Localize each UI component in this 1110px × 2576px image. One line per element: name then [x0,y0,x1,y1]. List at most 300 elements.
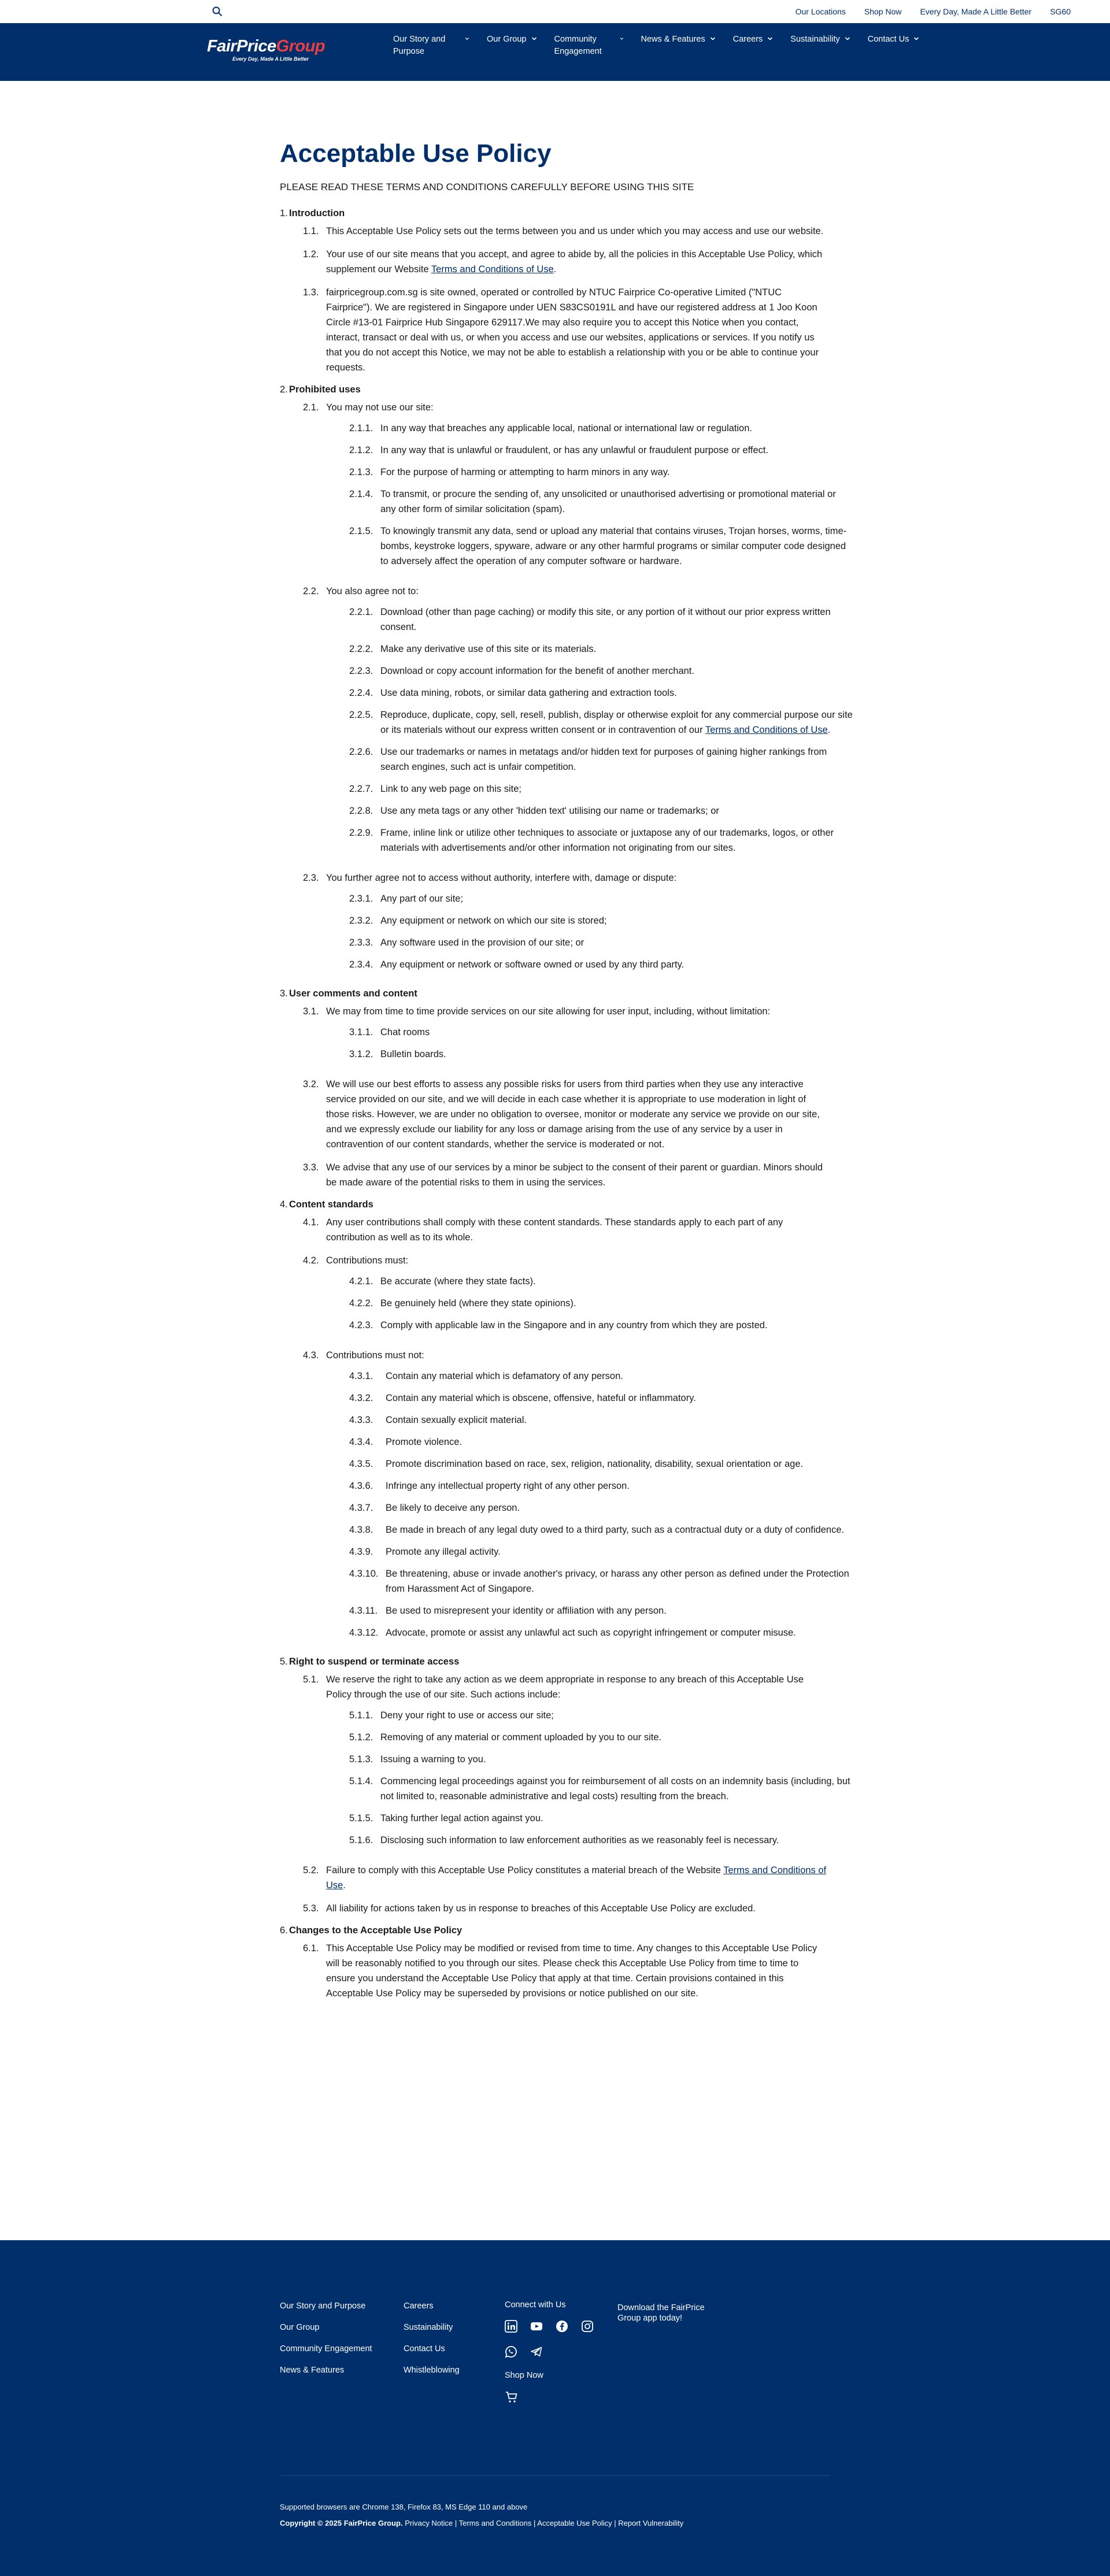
youtube-icon[interactable] [530,2320,543,2333]
nav-label: Contact Us [867,35,909,44]
clause-text-after: . [343,1880,346,1891]
clause-text-span: This Acceptable Use Policy sets out the terms between you and us under which you may access and use our website. [326,226,824,236]
subclause-text-span: Bulletin boards. [380,1049,446,1059]
nav-label: Our Group [487,35,527,44]
subclause-number: 2.2.6. [349,747,373,757]
subclause-text-span: Any equipment or network or software owned or used by any third party. [380,959,684,970]
clause-number: 3.3. [303,1162,319,1173]
subclause-text [386,1522,853,1537]
subclause-number: 2.3.2. [349,916,373,926]
subclause-text-span: Use any meta tags or any other 'hidden text' utilising our name or trademarks; or [380,806,719,816]
subclause-number: 2.1.2. [349,445,373,455]
section-title [280,988,830,999]
utility-link-shop-now[interactable]: Shop Now [864,7,902,16]
clause-text [326,1160,830,1190]
subclause-text-span: Issuing a warning to you. [380,1754,486,1765]
clause-text [326,1901,830,1916]
subclause-text [386,1544,853,1559]
subclause-text-span: Taking further legal action against you. [380,1813,543,1823]
utility-link-sg60[interactable]: SG60 [1050,7,1071,16]
subclause-number: 5.1.1. [349,1710,373,1721]
footer-link[interactable]: Community Engagement [280,2344,372,2353]
section-title-text: Introduction [289,208,345,218]
nav-item-careers[interactable] [733,34,774,58]
clause-number: 1.2. [303,249,319,260]
clause-text [326,1077,830,1152]
utility-link-locations[interactable]: Our Locations [795,7,846,16]
subclause-text-span: Contain any material which is defamatory of any person. [386,1371,623,1381]
clause-text-span: We advise that any use of our services by a minor be subject to the consent of their parent or guardian. Minors should be made aware of the potential risks to them in using the services. [326,1162,823,1188]
section-title-text: Right to suspend or terminate access [289,1656,460,1667]
subclause-text-span: Be threatening, abuse or invade another's privacy, or harass any other person as defined under the Protection from Harassment Act of Singapore. [386,1569,849,1594]
subclause-number: 4.3.9. [349,1547,373,1557]
subclause-number: 3.1.1. [349,1027,373,1037]
clause-text-span: You may not use our site: [326,402,434,413]
subclause-number: 4.3.12. [349,1628,379,1638]
clause-text-after: . [553,264,557,275]
clause-text-span: We will use our best efforts to assess any possible risks for users from third parties when they use any interactive service provided on our site, and we will decide in each case whether it is appropriate to use moderation in light of those risks. However, we are under no obligation to oversee, monitor or moderate any service we provide on our site, and we expressly exclude our liability for any loss or damage arising from the use of any service by a user in contravention of our content standards, whether the service is moderated or not. [326,1079,820,1150]
policy-section [280,1925,830,2001]
page-subtitle: PLEASE READ THESE TERMS AND CONDITIONS CAREFULLY BEFORE USING THIS SITE [280,181,694,192]
subclause [349,642,853,657]
subclause-text [380,1774,853,1804]
subclause [349,1391,853,1406]
subclause-text-span: Commencing legal proceedings against you for reimbursement of all costs on an indemnity basis (including, but not limited to, reasonable administrative and legal costs) resulting from the breach. [380,1776,850,1802]
clause-text [326,1941,830,2001]
acceptable-use-link[interactable]: Acceptable Use Policy [537,2519,612,2527]
section-title [280,384,830,395]
footer-link[interactable]: Our Group [280,2323,320,2332]
subclause-text-span: Frame, inline link or utilize other techniques to associate or juxtapose any of our trademarks, logos, or other materials with advertisements and/or other information not originating from our sites. [380,828,834,853]
privacy-notice-link[interactable]: Privacy Notice [405,2519,453,2527]
subclause-text [380,1752,853,1767]
clause [303,584,853,862]
subclause-text [380,913,853,928]
subclause [349,1566,853,1596]
clause-number: 2.1. [303,402,319,413]
subclause-text [380,642,853,657]
clause-text [326,1004,830,1019]
policy-section [280,1656,850,1916]
subclause-text [386,1500,853,1515]
clause-text-span: Your use of our site means that you accept, and agree to abide by, all the policies in this Acceptable Use Policy, which supplement our Website [326,249,823,275]
subclause [349,1318,853,1333]
shopping-cart-icon[interactable] [505,2390,519,2404]
clause-text [326,285,830,375]
nav-label: News & Features [641,35,705,44]
subclause-text [380,443,853,458]
subclause [349,1708,853,1723]
clause-body [326,1004,830,1069]
footer-divider [280,2475,830,2476]
clause-body [326,870,830,979]
subclause [349,935,853,950]
subclause-text [380,707,853,737]
subclause-text-span: Advocate, promote or assist any unlawful act such as copyright infringement or computer misuse. [386,1628,796,1638]
report-vulnerability-link[interactable]: Report Vulnerability [618,2519,684,2527]
clause [303,870,830,979]
subclause-text [380,781,853,796]
subclause-text-span: Comply with applicable law in the Singapore and in any country from which they are posted. [380,1320,768,1330]
subclause-number: 2.1.1. [349,423,373,433]
nav-label: Careers [732,35,763,44]
subclause [349,1435,853,1450]
clause [303,1215,830,1245]
chevron-down-icon [620,36,624,42]
subclause-text-span: Use data mining, robots, or similar data gathering and extraction tools. [380,688,677,698]
terms-conditions-link[interactable]: Terms and Conditions of Use [326,1865,827,1891]
subclause-text-after: . [827,725,831,735]
subclause-text [386,1435,853,1450]
section-number: 3. [280,988,288,999]
clause-number: 2.3. [303,873,319,883]
clause [303,1253,830,1340]
section-number: 4. [280,1199,288,1210]
policy-sections [280,208,853,2001]
subclause-text-span: Be likely to deceive any person. [386,1503,520,1513]
footer-shop-now[interactable]: Shop Now [505,2371,543,2380]
clause-number: 5.3. [303,1903,319,1914]
clause-text-span: All liability for actions taken by us in response to breaches of this Acceptable Use Policy are excluded. [326,1903,756,1914]
chevron-down-icon [710,36,716,42]
nav-item-our-story[interactable] [393,34,469,58]
subclause-text [380,1296,853,1311]
nav-label: Community Engagement [554,35,602,56]
fairprice-group-logo[interactable] [207,37,325,62]
subclause-text-span: Promote any illegal activity. [386,1547,501,1557]
clause-text-span: fairpricegroup.com.sg is site owned, operated or controlled by NTUC Fairprice Co-operative Limited ("NTUC Fairprice"). We are registered in Singapore under UEN S83CS0191L and have our registered address at 1 Joo Koon Circle #13-01 Fairprice Hub Singapore 629117.We may also require you to accept this Notice when you contact, interact, transact or deal with us, or when you access and use our websites, applications or services. If you notify us that you do not accept this Notice, we may not be able to establish a relationship with you or be able to continue your requests. [326,287,819,373]
footer-connect [505,2300,594,2407]
subclause [349,1500,853,1515]
subclause [349,1603,853,1618]
nav-item-news[interactable] [641,34,716,58]
subclause-text-span: Download (other than page caching) or modify this site, or any portion of it without our prior express written consent. [380,607,831,632]
subclause-text-span: Any part of our site; [380,894,464,904]
subclause-number: 4.3.7. [349,1503,373,1513]
site-footer [0,2240,1110,2576]
clause [303,1863,830,1893]
clause-number: 4.2. [303,1255,319,1266]
section-number: 1. [280,208,288,218]
policy-section [280,208,830,375]
subclause-number: 4.3.10. [349,1569,379,1579]
subclause-number: 4.3.5. [349,1459,373,1469]
clause-body [326,1253,830,1340]
subclause-number: 4.2.1. [349,1276,373,1287]
clause-text [326,1253,830,1268]
instagram-icon[interactable] [581,2320,594,2333]
clause-body [326,1672,850,1855]
subclause-number: 3.1.2. [349,1049,373,1059]
clause-number: 1.3. [303,287,319,298]
clause-text [326,870,830,885]
clause-number: 6.1. [303,1943,319,1954]
section-title [280,1925,830,1936]
clause-number: 2.2. [303,586,319,596]
chevron-down-icon [465,36,469,42]
clause-body [326,1863,830,1893]
subclause-number: 5.1.2. [349,1732,373,1743]
subclause-text-span: Any software used in the provision of our site; or [380,937,584,948]
nav-item-sustainability[interactable] [790,34,850,58]
subclause-text-span: Use our trademarks or names in metatags and/or hidden text for purposes of gaining higher rankings from search engines, such act is unfair competition. [380,747,827,772]
subclause-number: 2.2.2. [349,644,373,654]
subclause [349,1730,853,1745]
subclause [349,957,853,972]
clause [303,285,830,375]
clause [303,1901,830,1916]
subclause-number: 2.2.4. [349,688,373,698]
subclause-text-span: Chat rooms [380,1027,430,1037]
subclause-text [380,1274,853,1289]
clause-text-span: Contributions must not: [326,1350,424,1361]
subclause-text-span: Promote violence. [386,1437,462,1447]
subclause-text-span: Removing of any material or comment uploaded by you to our site. [380,1732,662,1743]
subclause-text [380,891,853,906]
section-number: 5. [280,1656,288,1667]
clause-text [326,1348,830,1363]
clause-number: 4.1. [303,1217,319,1228]
subclause-number: 2.2.9. [349,828,373,838]
subclause [349,605,853,635]
clause-body [326,400,847,576]
utility-bar [0,0,1110,23]
section-title-text: Content standards [289,1199,373,1210]
subclause [349,1774,853,1804]
subclause-list [349,891,853,972]
subclause-number: 2.2.3. [349,666,373,676]
subclause-text-span: Be accurate (where they state facts). [380,1276,536,1287]
subclause-text [386,1391,853,1406]
clause-text-span: Contributions must: [326,1255,409,1266]
subclause-number: 5.1.4. [349,1776,373,1786]
clause [303,224,830,239]
subclause-list [349,421,853,569]
subclause-text [386,1369,853,1384]
terms-conditions-link[interactable]: Terms and Conditions of Use [431,264,554,275]
clause-text-span: This Acceptable Use Policy may be modified or revised from time to time. Any changes to this Acceptable Use Policy will be reasonably notified to you through our sites. Please check this Acceptable Use Policy from time to time to ensure you understand the Acceptable Use Policy that apply at that time. Certain provisions contained in this Acceptable Use Policy may be superseded by provisions or notice published on our site. [326,1943,817,1999]
clause-text [326,584,830,599]
subclause-text-span: Disclosing such information to law enforcement authorities as we reasonably feel is necessary. [380,1835,779,1845]
subclause [349,421,853,436]
subclause-number: 2.3.3. [349,937,373,948]
subclause-list [349,1274,853,1333]
telegram-icon[interactable] [530,2345,543,2358]
subclause-text [380,421,853,436]
clause-body [326,1901,830,1916]
clause [303,1348,849,1647]
subclause-number: 2.1.3. [349,467,373,477]
subclause [349,913,853,928]
subclause-number: 2.3.1. [349,894,373,904]
clause-body [326,1160,830,1190]
nav-item-our-group[interactable] [487,34,537,58]
subclause-number: 4.3.3. [349,1415,373,1425]
footer-link[interactable]: News & Features [280,2366,345,2375]
subclause-text-span: Deny your right to use or access our site; [380,1710,554,1721]
subclause [349,781,853,796]
clause [303,1077,830,1152]
terms-link[interactable]: Terms and Conditions [458,2519,532,2527]
subclause-text-span: Download or copy account information for the benefit of another merchant. [380,666,694,676]
subclause [349,685,853,700]
clause-text-span: Failure to comply with this Acceptable Use Policy constitutes a material breach of the Website [326,1865,724,1876]
subclause [349,707,853,737]
subclause-number: 5.1.3. [349,1754,373,1765]
subclause [349,1752,853,1767]
clause [303,1004,830,1069]
clause [303,1672,850,1855]
subclause-text [386,1566,853,1596]
connect-heading: Connect with Us [505,2300,566,2310]
subclause [349,1625,853,1640]
policy-section [280,988,830,1190]
logo-tagline: Every Day, Made A Little Better [232,56,309,62]
footer-link[interactable]: Sustainability [404,2323,453,2332]
clause-body [326,285,830,375]
subclause-text [386,1413,853,1428]
subclause-text [386,1603,853,1618]
subclause-text-span: Infringe any intellectual property right of any other person. [386,1481,630,1491]
section-title-text: User comments and content [289,988,417,999]
clause-text [326,1215,830,1245]
subclause-text [380,1811,853,1826]
clause [303,1941,830,2001]
subclause-number: 4.3.1. [349,1371,373,1381]
subclause-text [380,605,853,635]
clause-number: 5.2. [303,1865,319,1876]
supported-browsers: Supported browsers are Chrome 138, Firefox 83, MS Edge 110 and above [280,2503,528,2511]
linkedin-icon[interactable] [505,2320,517,2333]
subclause-text-span: To transmit, or procure the sending of, any unsolicited or unauthorised advertising or promotional material or any other form of similar solicitation (spam). [380,489,836,514]
subclause-text-span: For the purpose of harming or attempting to harm minors in any way. [380,467,670,477]
subclause [349,443,853,458]
subclause [349,1047,853,1062]
subclause-text [380,1318,853,1333]
subclause [349,825,853,855]
subclause [349,1544,853,1559]
subclause-number: 2.2.1. [349,607,373,617]
subclause-number: 2.2.8. [349,806,373,816]
subclause [349,1456,853,1472]
subclause-list [349,1369,853,1640]
subclause-text-span: Any equipment or network on which our site is stored; [380,916,607,926]
subclause-text-span: Be used to misrepresent your identity or affiliation with any person. [386,1606,667,1616]
subclause-number: 2.2.5. [349,710,373,720]
subclause-text [380,1730,853,1745]
footer-link[interactable]: Careers [404,2301,434,2311]
subclause-number: 4.2.2. [349,1298,373,1309]
clause-text-span: Any user contributions shall comply with these content standards. These standards apply to each part of any contribution as well as to its whole. [326,1217,783,1243]
section-title-text: Prohibited uses [289,384,361,395]
subclause-text-span: Reproduce, duplicate, copy, sell, resell, publish, display or otherwise exploit for any commercial purpose our site or its materials without our express written consent or in contravention of our [380,710,853,735]
clause-body [326,584,853,862]
subclause [349,465,853,480]
footer-link[interactable]: Contact Us [404,2344,445,2353]
subclause-text-span: Be made in breach of any legal duty owed to a third party, such as a contractual duty or a duty of confidence. [386,1525,845,1535]
footer-col-1 [280,2301,372,2387]
subclause-text-span: In any way that is unlawful or fraudulent, or has any unlawful or fraudulent purpose or effect. [380,445,769,455]
page-title: Acceptable Use Policy [280,139,552,168]
subclause-text [380,1025,853,1040]
subclause-text [380,825,853,855]
terms-conditions-link[interactable]: Terms and Conditions of Use [705,725,828,735]
section-title [280,208,830,219]
subclause [349,1369,853,1384]
footer-link[interactable]: Whistleblowing [404,2366,460,2375]
download-app-text: Download the FairPrice Group app today! [617,2303,705,2323]
subclause-text-span: Contain any material which is obscene, offensive, hateful or inflammatory. [386,1393,696,1403]
clause-number: 4.3. [303,1350,319,1361]
clause-text [326,1672,830,1702]
subclause [349,744,853,774]
chevron-down-icon [531,36,537,42]
utility-link-every-day[interactable]: Every Day, Made A Little Better [920,7,1032,16]
search-icon[interactable] [212,6,223,17]
clause-number: 3.2. [303,1079,319,1089]
subclause [349,1811,853,1826]
clause-body [326,224,830,239]
clause-text-span: You also agree not to: [326,586,419,596]
subclause-number: 4.3.6. [349,1481,373,1491]
utility-links [796,0,1071,23]
clause-number: 5.1. [303,1674,319,1685]
clause-text [326,247,830,277]
chevron-down-icon [913,36,919,42]
whatsapp-icon[interactable] [505,2345,517,2358]
footer-link[interactable]: Our Story and Purpose [280,2301,366,2311]
subclause-text [380,957,853,972]
subclause-number: 4.3.2. [349,1393,373,1403]
subclause-text [380,465,853,480]
facebook-icon[interactable] [556,2320,568,2333]
subclause [349,664,853,679]
subclause-text-span: Make any derivative use of this site or its materials. [380,644,597,654]
subclause-text [380,487,853,517]
policy-section [280,384,853,979]
clause-body [326,247,830,277]
section-title [280,1199,830,1210]
subclause-text [380,935,853,950]
subclause-text [386,1456,853,1472]
footer-col-2 [404,2301,460,2387]
logo-group: Group [276,37,325,55]
subclause [349,524,853,569]
subclause [349,1478,853,1493]
subclause [349,1413,853,1428]
copyright-text: Copyright © 2025 FairPrice Group. [280,2519,403,2527]
subclause-text [380,1708,853,1723]
subclause [349,1274,853,1289]
subclause-number: 2.2.7. [349,784,373,794]
subclause-text [380,1833,853,1848]
nav-item-community[interactable] [554,34,624,58]
subclause [349,891,853,906]
subclause-text [386,1625,853,1640]
subclause-text-span: Promote discrimination based on race, sex, religion, nationality, disability, sexual orientation or age. [386,1459,804,1469]
subclause-text [380,664,853,679]
clause-body [326,1215,830,1245]
subclause-text-span: Contain sexually explicit material. [386,1415,527,1425]
subclause-list [349,605,853,855]
subclause [349,1296,853,1311]
subclause-text [380,1047,853,1062]
subclause [349,803,853,818]
subclause-number: 4.3.8. [349,1525,373,1535]
logo-fair: FairPrice [207,37,276,55]
nav-item-contact[interactable] [868,34,920,58]
clause-text-span: We may from time to time provide services on our site allowing for user input, including, without limitation: [326,1006,771,1017]
